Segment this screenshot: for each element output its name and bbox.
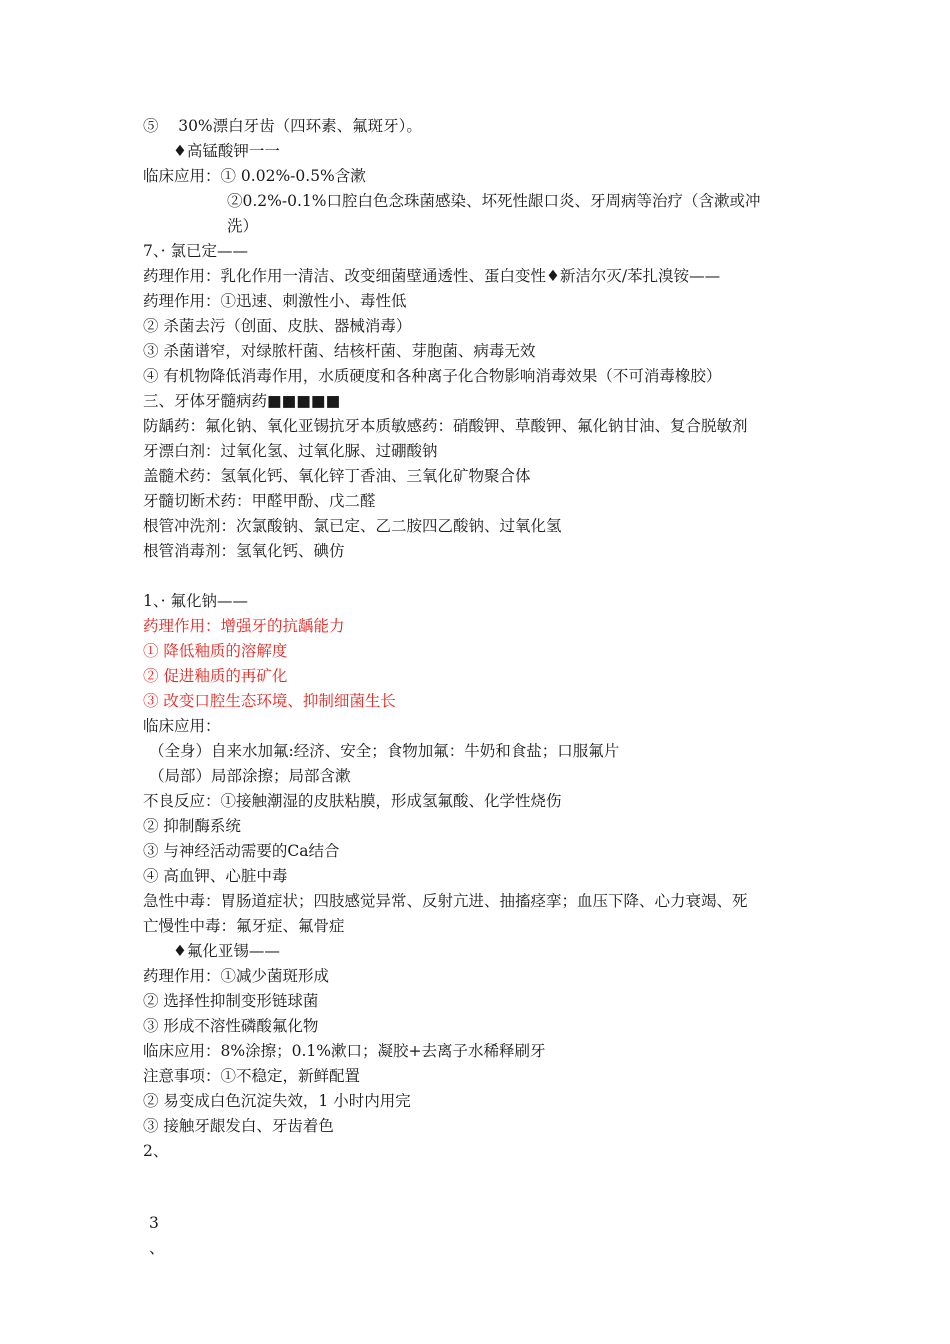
section-heading-sodium-fluoride: 1、· 氟化钠—— <box>143 592 248 610</box>
text-line: 根管消毒剂：氢氧化钙、碘仿 <box>143 542 345 560</box>
text-line: 不良反应：①接触潮湿的皮肤粘膜，形成氢氟酸、化学性烧伤 <box>143 792 562 810</box>
spacer <box>143 564 823 589</box>
section-heading-chlorhexidine: 7、· 氯已定—— <box>143 242 248 260</box>
text-line: ③ 接触牙龈发白、牙齿着色 <box>143 1117 334 1135</box>
text-line: （全身）自来水加氟:经济、安全；食物加氟：牛奶和食盐；口服氟片 <box>149 742 620 760</box>
text-line: ② 抑制酶系统 <box>143 817 241 835</box>
highlight-line: ② 促进釉质的再矿化 <box>143 667 288 685</box>
section-number-3-mark: 、 <box>149 1239 165 1257</box>
text-line: ④ 高血钾、心脏中毒 <box>143 867 288 885</box>
text-line: ③ 与神经活动需要的Ca结合 <box>143 842 340 860</box>
text-line: 临床应用：① 0.02%-0.5%含漱 <box>143 167 366 185</box>
text-line: 临床应用：8%涂擦；0.1%漱口；凝胶+去离子水稀释刷牙 <box>143 1042 546 1060</box>
section-heading-endodontic-drugs: 三、牙体牙髓病药■■■■■ <box>143 392 341 410</box>
text-line: 药理作用：①迅速、刺激性小、毒性低 <box>143 292 407 310</box>
text-line: （局部）局部涂擦；局部含漱 <box>149 767 351 785</box>
text-line: ② 选择性抑制变形链球菌 <box>143 992 319 1010</box>
text-line: 亡慢性中毒：氟牙症、氟骨症 <box>143 917 345 935</box>
text-line: ② 杀菌去污（创面、皮肤、器械消毒） <box>143 317 412 335</box>
text-line: 牙髓切断术药：甲醛甲酚、戊二醛 <box>143 492 376 510</box>
highlight-line: 药理作用：增强牙的抗龋能力 <box>143 617 345 635</box>
text-line: ② 易变成白色沉淀失效，1 小时内用完 <box>143 1092 411 1110</box>
text-line: 根管冲洗剂：次氯酸钠、氯已定、乙二胺四乙酸钠、过氧化氢 <box>143 517 562 535</box>
text-line: ③ 形成不溶性磷酸氟化物 <box>143 1017 319 1035</box>
text-line: 急性中毒：胃肠道症状；四肢感觉异常、反射亢进、抽搐痉挛；血压下降、心力衰竭、死 <box>143 892 748 910</box>
subheading-potassium-permanganate: ♦高锰酸钾一一 <box>173 142 280 160</box>
text-line: ③ 杀菌谱窄，对绿脓杆菌、结核杆菌、芽胞菌、病毒无效 <box>143 342 536 360</box>
subheading-stannous-fluoride: ♦氟化亚锡—— <box>173 942 280 960</box>
text-line: ②0.2%-0.1%口腔白色念珠菌感染、坏死性龈口炎、牙周病等治疗（含漱或冲 <box>227 192 761 210</box>
text-line: 注意事项：①不稳定，新鲜配置 <box>143 1067 361 1085</box>
text-line: 药理作用：①减少菌斑形成 <box>143 967 330 985</box>
text-line: 洗） <box>227 217 259 235</box>
section-number-3: 3 <box>149 1214 159 1232</box>
text-line: 药理作用：乳化作用一清洁、改变细菌壁通透性、蛋白变性♦新洁尔灭/苯扎溴铵—— <box>143 267 721 285</box>
text-line: 临床应用： <box>143 717 221 735</box>
text-line: ⑤ 30%漂白牙齿（四环素、氟斑牙）。 <box>143 117 422 135</box>
text-line: 牙漂白剂：过氧化氢、过氧化脲、过硼酸钠 <box>143 442 438 460</box>
section-number-2: 2、 <box>143 1142 169 1160</box>
highlight-line: ① 降低釉质的溶解度 <box>143 642 288 660</box>
highlight-line: ③ 改变口腔生态环境、抑制细菌生长 <box>143 692 396 710</box>
text-line: 盖髓术药：氢氧化钙、氧化锌丁香油、三氧化矿物聚合体 <box>143 467 531 485</box>
text-line: 防龋药：氟化钠、氧化亚锡抗牙本质敏感药：硝酸钾、草酸钾、氟化钠甘油、复合脱敏剂 <box>143 417 748 435</box>
spacer <box>143 1164 823 1211</box>
text-line: ④ 有机物降低消毒作用，水质硬度和各种离子化合物影响消毒效果（不可消毒橡胶） <box>143 367 722 385</box>
document-page <box>143 114 823 1261</box>
